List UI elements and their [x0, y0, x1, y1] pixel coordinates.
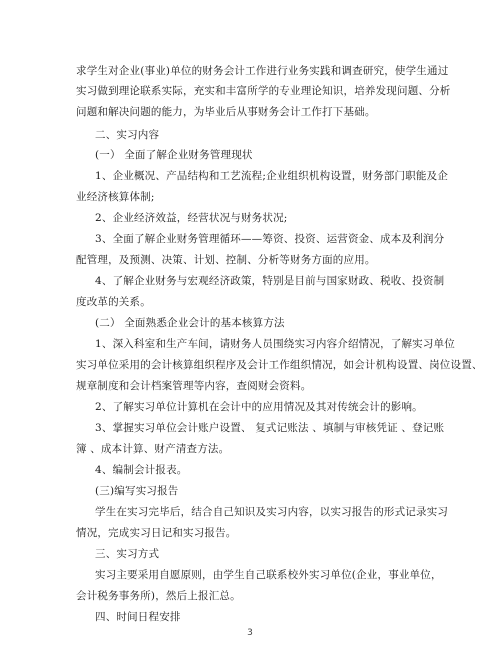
text-line: 学生在实习完毕后，结合自己知识及实习内容，以实习报告的形式记录实习: [95, 506, 449, 518]
section-heading: 三、实习方式: [95, 548, 160, 560]
subsection-heading: (二） 全面熟悉企业会计的基本核算方法: [95, 317, 285, 329]
text-line: 求学生对企业(事业)单位的财务会计工作进行业务实践和调查研究，使学生通过: [76, 65, 449, 77]
text-line: 1、企业概况、产品结构和工艺流程;企业组织机构设置，财务部门职能及企: [95, 170, 449, 182]
text-line: 问题和解决问题的能力，为毕业后从事财务会计工作打下基础。: [76, 106, 376, 118]
text-line: 1、深入科室和生产车间，请财务人员围绕实习内容介绍情况，了解实习单位: [95, 338, 455, 350]
text-line: 4、了解企业财务与宏观经济政策，特别是目前与国家财政、税收、投资制: [95, 275, 445, 287]
text-line: 会计税务事务所)，然后上报汇总。: [76, 590, 241, 602]
text-line: 实习做到理论联系实际，充实和丰富所学的专业理论知识，培养发现问题、分析: [76, 85, 451, 97]
text-line: 簿 、成本计算、财产清查方法。: [76, 443, 230, 455]
text-line: 度改革的关系。: [76, 296, 151, 308]
text-line: 配管理，及预测、决策、计划、控制、分析等财务方面的应用。: [76, 254, 376, 266]
text-line: 实习单位采用的会计核算组织程序及会计工作组织情况，如会计机构设置、岗位设置、: [76, 359, 483, 371]
text-line: 规章制度和会计档案管理等内容，查阅财会资料。: [76, 380, 312, 392]
subsection-heading: (三)编写实习报告: [95, 485, 179, 497]
section-heading: 四、时间日程安排: [95, 611, 181, 623]
page-number: 3: [247, 628, 253, 638]
text-line: 实习主要采用自愿原则，由学生自己联系校外实习单位(企业，事业单位，: [95, 569, 442, 581]
subsection-heading: (一） 全面了解企业财务管理现状: [95, 149, 253, 161]
text-line: 2、企业经济效益，经营状况与财务状况;: [95, 212, 288, 224]
text-line: 业经济核算体制;: [76, 191, 155, 203]
text-line: 2、了解实习单位计算机在会计中的应用情况及其对传统会计的影响。: [95, 401, 423, 413]
text-line: 4、编制会计报表。: [95, 464, 188, 476]
text-line: 3、全面了解企业财务管理循环——筹资、投资、运营资金、成本及利润分: [95, 233, 445, 245]
text-line: 3、掌握实习单位会计账户设置、 复式记账法 、填制与审核凭证 、登记账: [95, 422, 445, 434]
section-heading: 二、实习内容: [95, 129, 160, 141]
text-line: 情况，完成实习日记和实习报告。: [76, 527, 237, 539]
